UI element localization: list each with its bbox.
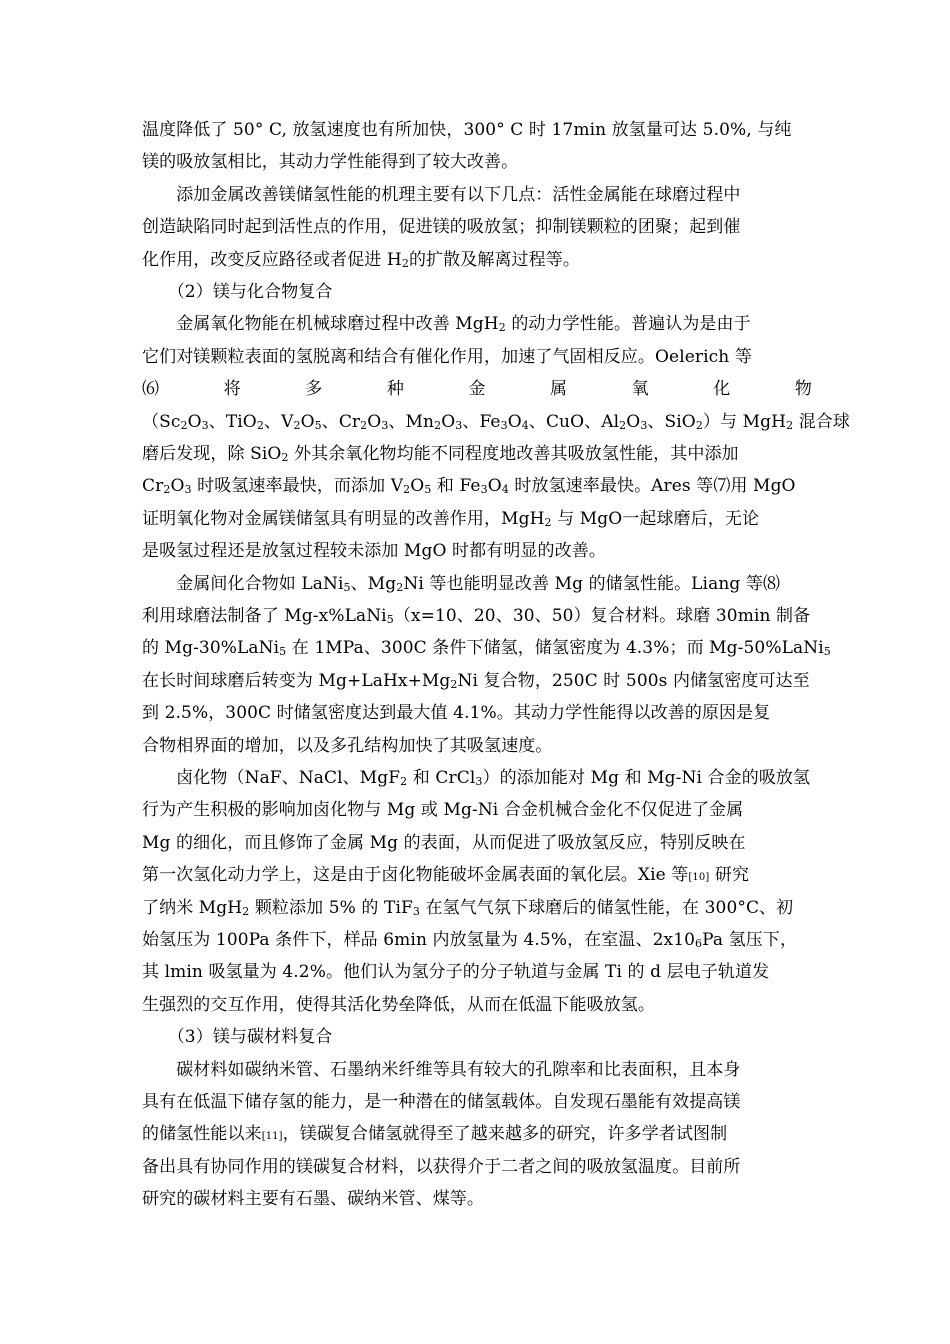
subscript: 2	[242, 904, 250, 918]
text-run: 金	[468, 379, 486, 400]
text-run: 化作用，改变反应路径或者促进 H	[142, 249, 402, 270]
subscript: 6	[695, 937, 703, 950]
text-run: 具有在低温下储存氢的能力，是一种潜在的储氢载体。自发现石墨能有效提高镁	[142, 1092, 741, 1112]
subscript: 5	[343, 580, 351, 594]
text-line	[142, 1150, 812, 1184]
text-line	[142, 826, 812, 860]
text-run: ，镁碳复合储氢就得至了越来越多的研究，许多学者试图制	[282, 1124, 728, 1145]
text-run: 卤化物（NaF、NaCl、MgF	[142, 768, 401, 788]
text-run: 氧	[631, 379, 649, 400]
text-line	[142, 275, 812, 309]
subscript: 3	[475, 775, 483, 788]
text-run: 混合球	[793, 411, 850, 432]
text-run: （x=10、20、30、50）复合材料。球磨 30min 制备	[393, 606, 811, 626]
subscript: 5	[823, 645, 831, 659]
text-run: 其 lmin 吸氢量为 4.2%。他们认为氢分子的分子轨道与金属 Ti 的 d 层电子轨道发	[142, 962, 770, 983]
text-line	[142, 858, 812, 892]
subscript: 2	[619, 418, 627, 432]
text-line	[142, 955, 812, 989]
text-run: 它们对镁颗粒表面的氢脱离和结合有催化作用，加速了气固相反应。Oelerich 等	[142, 346, 752, 367]
subscript: 2	[293, 418, 301, 432]
text-run: O	[367, 411, 382, 432]
subscript: 2	[434, 418, 442, 432]
subscript: 4	[521, 418, 529, 432]
text-line	[142, 340, 812, 374]
text-run: 了纳米 MgH	[142, 897, 243, 918]
text-run: O	[441, 411, 456, 432]
text-run: ）与 MgH	[702, 411, 787, 432]
text-line	[142, 599, 812, 633]
subscript: 3	[381, 418, 389, 432]
text-run: 、Mn	[388, 411, 435, 432]
text-run: 、V	[263, 411, 294, 432]
text-line	[142, 988, 812, 1022]
subscript: 3	[500, 418, 508, 432]
text-run: 金属间化合物如 LaNi	[142, 573, 344, 594]
text-line	[142, 567, 812, 601]
text-run: 研究的碳材料主要有石墨、碳纳米管、煤等。	[142, 1189, 484, 1210]
text-run: 的 Mg-30%LaNi	[142, 638, 280, 659]
text-run: Mg 的细化，而且修饰了金属 Mg 的表面，从而促进了吸放氢反应，特别反映在	[142, 832, 746, 853]
subscript: 4	[501, 483, 509, 497]
citation-ref: [11]	[261, 1131, 283, 1143]
text-run: 是吸氢过程还是放氢过程较未添加 MgO 时都有明显的改善。	[142, 541, 606, 562]
subscript: 2	[396, 580, 404, 594]
text-line	[142, 1182, 812, 1216]
text-line	[142, 405, 850, 439]
text-run: O	[187, 411, 202, 432]
text-run: O	[487, 476, 502, 497]
text-run: 金属氧化物能在机械球磨过程中改善 MgH	[142, 314, 499, 335]
text-run: 的储氢性能以来	[142, 1124, 262, 1145]
text-run: 生强烈的交互作用，使得其活化势垒降低，从而在低温下能吸放氢。	[142, 994, 655, 1015]
text-run: 、SiO	[647, 411, 696, 432]
text-line	[142, 729, 812, 763]
text-line	[142, 761, 812, 795]
text-run: 在氢气气氛下球磨后的储氢性能，在 300°C、初	[420, 897, 794, 918]
subscript: 2	[400, 775, 408, 788]
text-run: （3）镁与碳材料复合	[142, 1027, 333, 1048]
text-run: 时吸氢速率最快，而添加 V	[191, 476, 404, 497]
text-run: Pa 氢压下，	[702, 930, 798, 950]
text-run: 种	[386, 379, 404, 400]
text-run: 添加金属改善镁储氢性能的机理主要有以下几点：活性金属能在球磨过程中	[142, 184, 741, 205]
text-run: 外其余氧化物均能不同程度地改善其吸放氢性能，其中添加	[288, 444, 739, 464]
subscript: 3	[184, 483, 192, 497]
text-line	[142, 696, 812, 730]
text-run: 物	[794, 379, 812, 400]
text-run: 研究	[709, 865, 750, 886]
subscript: 2	[360, 418, 368, 432]
subscript: 2	[403, 483, 411, 497]
text-run: 、Mg	[350, 573, 397, 594]
text-run: Cr	[142, 476, 164, 497]
text-run: 与 MgO一起球磨后，无论	[551, 508, 760, 529]
text-run: 备出具有协同作用的镁碳复合材料，以获得介于二者之间的吸放氢温度。目前所	[142, 1156, 741, 1177]
subscript: 2	[401, 256, 409, 270]
text-run: 温度降低了 50° C, 放氢速度也有所加快，300° C 时 17min 放氢量可达 5.0%, 与纯	[142, 120, 792, 140]
text-run: O	[170, 476, 185, 497]
text-run: 、CuO、Al	[528, 411, 620, 432]
subscript: 2	[786, 418, 794, 432]
text-line	[142, 631, 831, 665]
text-run: 属	[550, 379, 568, 400]
text-line	[142, 1020, 812, 1054]
subscript: 2	[450, 677, 458, 691]
text-line	[142, 664, 812, 698]
text-run: O	[626, 411, 641, 432]
text-run: 合物相界面的增加，以及多孔结构加快了其吸氢速度。	[142, 735, 553, 756]
subscript: 3	[455, 418, 463, 432]
subscript: 3	[640, 418, 648, 432]
text-line	[142, 307, 812, 341]
text-line	[142, 178, 812, 212]
subscript: 2	[695, 418, 703, 432]
subscript: 5	[279, 645, 287, 659]
text-line	[142, 469, 812, 503]
text-run: 和 Fe	[431, 476, 481, 497]
text-run: 碳材料如碳纳米管、石墨纳米纤维等具有较大的孔隙率和比表面积，且本身	[142, 1059, 741, 1080]
text-run: 行为产生积极的影响加卤化物与 Mg 或 Mg-Ni 合金机械合金化不仅促进了金属	[142, 800, 744, 821]
text-run: ）的添加能对 Mg 和 Mg-Ni 合金的吸放氢	[482, 768, 811, 788]
subscript: 5	[386, 613, 394, 626]
text-line	[142, 145, 812, 179]
subscript: 5	[424, 483, 432, 497]
subscript: 2	[256, 418, 264, 432]
text-run: 到 2.5%，300C 时储氢密度达到最大值 4.1%。其动力学性能得以改善的原因是复	[142, 703, 771, 724]
text-line	[142, 534, 812, 568]
subscript: 3	[480, 483, 488, 497]
text-run: 第一次氢化动力学上，这是由于卤化物能破坏金属表面的氧化层。Xie 等	[142, 865, 689, 886]
text-line	[142, 1053, 812, 1087]
subscript: 2	[163, 483, 171, 497]
text-run: Ni 等也能明显改善 Mg 的储氢性能。Liang 等⑻	[403, 573, 781, 594]
text-run: 在 1MPa、300C 条件下储氢，储氢密度为 4.3%；而 Mg-50%LaNi	[286, 638, 824, 659]
text-line	[142, 793, 812, 827]
text-run: 、TiO	[208, 411, 257, 432]
text-line	[142, 372, 812, 406]
subscript: 2	[544, 515, 552, 529]
text-run: 、Cr	[321, 411, 361, 432]
subscript: 2	[281, 451, 289, 464]
text-run: 在长时间球磨后转变为 Mg+LaHx+Mg	[142, 670, 451, 691]
text-line	[142, 1117, 812, 1151]
text-line	[142, 891, 812, 925]
text-run: Ni 复合物，250C 时 500s 内储氢密度可达至	[457, 670, 810, 691]
subscript: 2	[498, 321, 506, 335]
text-line	[142, 210, 812, 244]
text-run: 化	[713, 379, 731, 400]
text-run: 利用球磨法制备了 Mg-x%LaNi	[142, 606, 387, 626]
subscript: 3	[201, 418, 209, 432]
text-run: 创造缺陷同时起到活性点的作用，促进镁的吸放氢；抑制镁颗粒的团聚；起到催	[142, 217, 741, 238]
text-run: 磨后发现，除 SiO	[142, 444, 282, 464]
text-line	[142, 502, 812, 536]
text-run: 将	[223, 379, 241, 400]
text-run: 和 CrCl	[407, 768, 476, 788]
text-run: 多	[305, 379, 323, 400]
subscript: 5	[314, 418, 322, 432]
text-line	[142, 1085, 812, 1119]
text-run: 、Fe	[462, 411, 501, 432]
text-line	[142, 437, 812, 471]
text-line	[142, 243, 812, 277]
text-run: （Sc	[142, 411, 181, 432]
text-run: （2）镁与化合物复合	[142, 282, 333, 302]
text-run: 始氢压为 100Pa 条件下，样品 6min 内放氢量为 4.5%，在室温、2x10	[142, 930, 696, 950]
text-line	[142, 113, 812, 147]
citation-ref: [10]	[688, 872, 710, 884]
text-run: 时放氢速率最快。Ares 等⑺用 MgO	[508, 476, 796, 497]
text-run: 镁的吸放氢相比，其动力学性能得到了较大改善。	[142, 152, 519, 173]
text-run: O	[300, 411, 315, 432]
text-run: 颗粒添加 5% 的 TiF	[249, 897, 413, 918]
text-line	[142, 923, 812, 957]
text-run: 的扩散及解离过程等。	[408, 249, 580, 270]
subscript: 3	[412, 904, 420, 918]
text-run: O	[507, 411, 522, 432]
text-run: 的动力学性能。普遍认为是由于	[505, 314, 751, 335]
text-run: O	[410, 476, 425, 497]
text-run: ⑹	[142, 379, 160, 400]
subscript: 2	[180, 418, 188, 432]
text-run: 证明氧化物对金属镁储氢具有明显的改善作用，MgH	[142, 508, 545, 529]
